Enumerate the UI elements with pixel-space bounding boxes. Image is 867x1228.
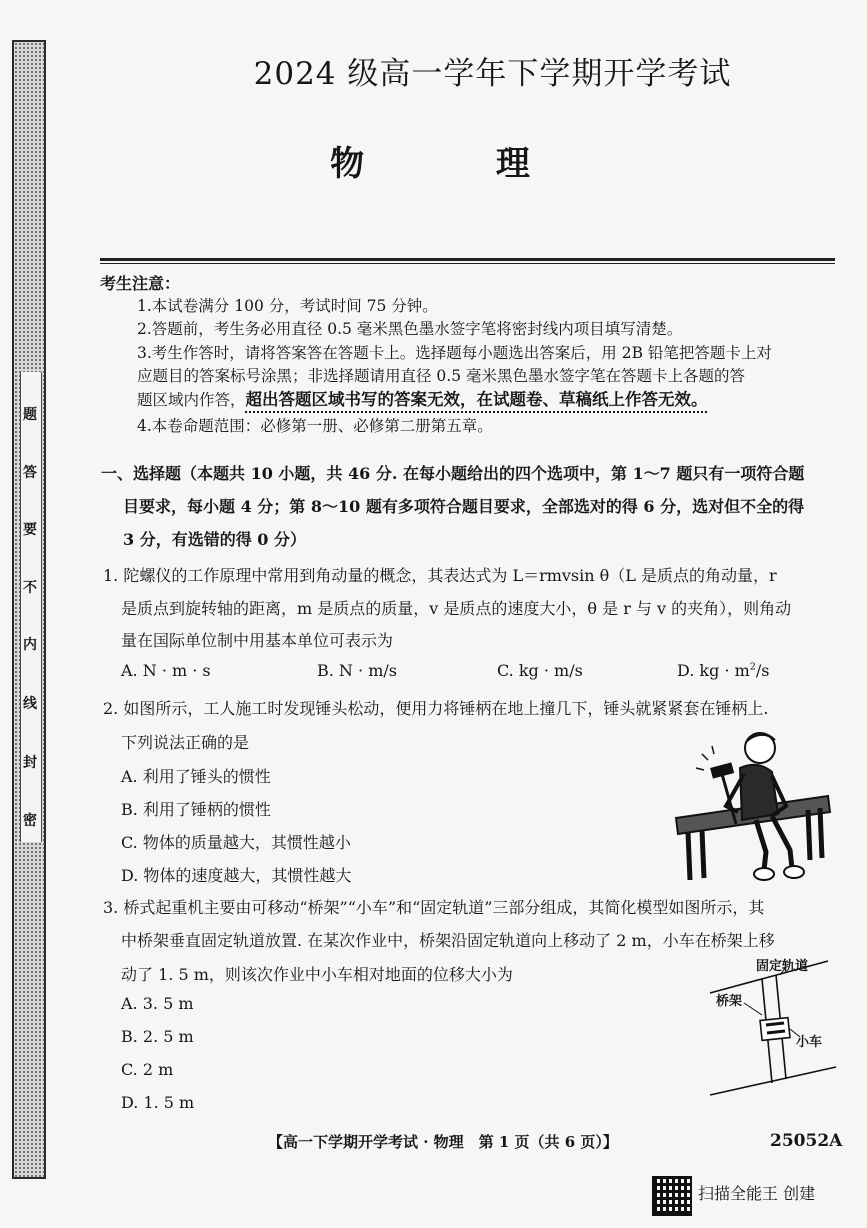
crane-figure	[700, 955, 840, 1105]
strip-char: 线	[23, 696, 37, 712]
scanner-watermark: 扫描全能王 创建	[698, 1184, 816, 1203]
q1-option-a: A. N · m · s	[121, 661, 211, 680]
strip-char: 内	[23, 637, 37, 653]
qr-code-icon	[652, 1176, 692, 1216]
strip-char: 要	[23, 522, 37, 538]
strip-char: 封	[23, 755, 37, 771]
q1-option-d-base: D. kg · m	[677, 661, 750, 680]
strip-char: 不	[23, 580, 37, 596]
q3-option-c: C. 2 m	[121, 1060, 174, 1079]
q3-line: 3. 桥式起重机主要由可移动“桥架”“小车”和“固定轨道”三部分组成，其简化模型如图所示，其	[103, 898, 765, 917]
section-line: 目要求，每小题 4 分；第 8～10 题有多项符合题目要求，全部选对的得 6 分，选对但不全的得	[123, 497, 805, 516]
page-footer: 【高一下学期开学考试 · 物理 第 1 页（共 6 页）】	[268, 1133, 618, 1151]
q1-option-d-tail: /s	[755, 661, 770, 680]
notice-item: 1.本试卷满分 100 分，考试时间 75 分钟。	[137, 297, 438, 315]
label-fixed-rail: 固定轨道	[756, 959, 809, 974]
strip-char: 答	[23, 465, 37, 481]
label-bridge: 桥架	[716, 994, 743, 1009]
notice-emphasis: 超出答题区域书写的答案无效，在试题卷、草稿纸上作答无效。	[245, 390, 708, 409]
q2-line: 2. 如图所示，工人施工时发现锤头松动，便用力将锤柄在地上撞几下，锤头就紧紧套在锤柄上.	[103, 699, 769, 718]
header-rule	[100, 258, 835, 261]
q1-line: 量在国际单位制中用基本单位可表示为	[121, 631, 394, 650]
q2-option-c: C. 物体的质量越大，其惯性越小	[121, 833, 351, 852]
q1-option-b: B. N · m/s	[317, 661, 397, 680]
notice-item: 应题目的答案标号涂黑；非选择题请用直径 0.5 毫米黑色墨水签字笔在答题卡上各题的答	[137, 367, 746, 385]
q1-line: 是质点到旋转轴的距离，m 是质点的质量，v 是质点的速度大小，θ 是 r 与 v 的夹角），则角动	[121, 599, 792, 618]
label-trolley: 小车	[796, 1035, 823, 1050]
subject-title: 物 理	[330, 144, 590, 184]
q1-option-d	[677, 661, 770, 680]
notice-item: 4.本卷命题范围：必修第一册、必修第二册第五章。	[137, 417, 493, 435]
notice-item-part: 题区域内作答，	[137, 391, 246, 409]
q1-line: 1. 陀螺仪的工作原理中常用到角动量的概念，其表达式为 L＝rmvsin θ（L 是质点的角动量，r	[103, 566, 777, 585]
exam-title: 2024 级高一学年下学期开学考试	[253, 56, 732, 92]
q2-option-a: A. 利用了锤头的惯性	[121, 767, 271, 786]
q3-option-d: D. 1. 5 m	[121, 1093, 195, 1112]
q1-option-c: C. kg · m/s	[497, 661, 583, 680]
q2-option-d: D. 物体的速度越大，其惯性越大	[121, 866, 352, 885]
q3-line: 动了 1. 5 m，则该次作业中小车相对地面的位移大小为	[121, 965, 513, 984]
notice-item-line	[137, 390, 708, 410]
q3-option-b: B. 2. 5 m	[121, 1027, 194, 1046]
header-rule-thin	[100, 263, 835, 264]
section-line: 一、选择题（本题共 10 小题，共 46 分. 在每小题给出的四个选项中，第 1～7 题只有一项符合题	[101, 464, 805, 483]
q3-line: 中桥架垂直固定轨道放置. 在某次作业中，桥架沿固定轨道向上移动了 2 m，小车在桥架上移	[121, 931, 775, 950]
notice-heading: 考生注意：	[100, 274, 181, 293]
q3-option-a: A. 3. 5 m	[121, 994, 194, 1013]
section-line: 3 分，有选错的得 0 分）	[123, 530, 306, 549]
worker-hammer-figure	[668, 720, 836, 888]
notice-item: 3.考生作答时，请将答案答在答题卡上。选择题每小题选出答案后，用 2B 铅笔把答题卡上对	[137, 344, 772, 362]
q2-option-b: B. 利用了锤柄的惯性	[121, 800, 271, 819]
paper-code: 25052A	[770, 1131, 843, 1151]
strip-char: 题	[23, 407, 37, 423]
q2-line: 下列说法正确的是	[121, 733, 250, 752]
q1-option-d-exponent: 2	[749, 661, 756, 673]
notice-item: 2.答题前，考生务必用直径 0.5 毫米黑色墨水签字笔将密封线内项目填写清楚。	[137, 320, 683, 338]
strip-char: 密	[23, 813, 37, 829]
